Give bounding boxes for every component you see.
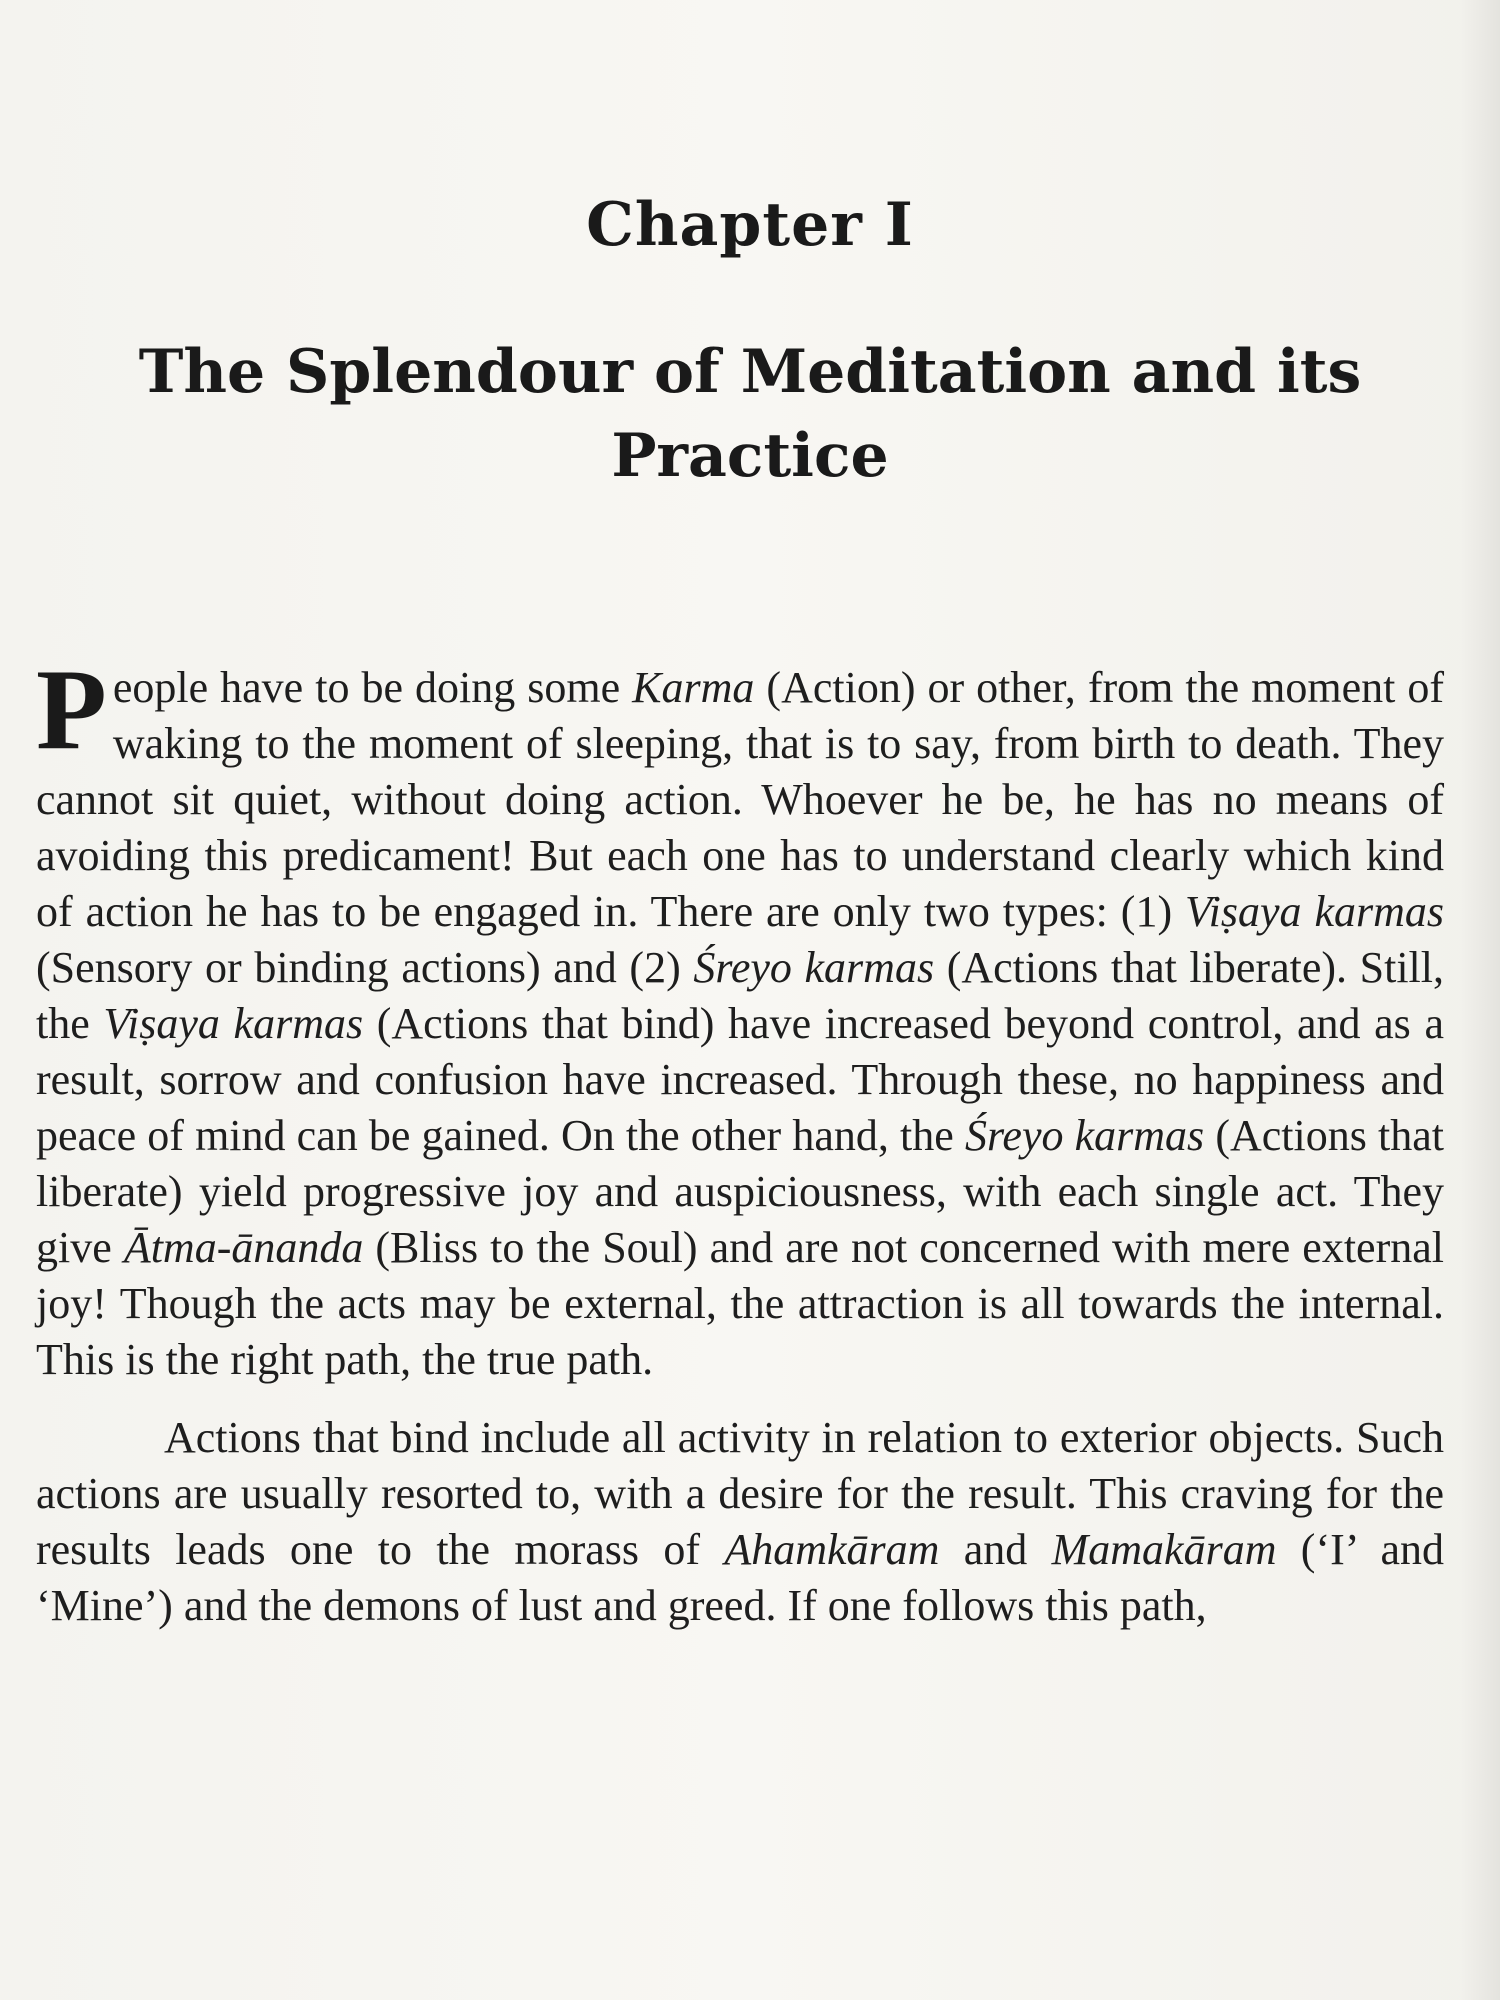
text-segment: Actions that bind include all activity in relation to exterior objects. Such actions are usually resorted to, with a desire for the result. This craving for the results leads one to the morass of: [36, 1413, 1444, 1574]
text-segment: (Actions that bind) have increased beyond control, and as a result, sorrow and confusion have increased. Through these, no happiness and peace of mind can be gained. On the other hand, the: [36, 999, 1444, 1160]
text-segment: (‘I’ and ‘Mine’) and the demons of lust and greed. If one follows this path,: [36, 1525, 1444, 1630]
paragraph-1: [36, 646, 1445, 1388]
text-segment: (Action) or other, from the moment of waking to the moment of sleeping, that is to say, from birth to death. They cannot sit quiet, without doing action. Whoever he be, he has no means of avoiding this predicament! But each one has to understand clearly which kind of action he has to be engaged in. There are only two types: (1): [36, 663, 1445, 936]
term-italic: Mamakāram: [1051, 1525, 1277, 1574]
body-text: [36, 646, 1445, 1634]
term-italic: Śreyo karmas: [693, 943, 935, 992]
chapter-title: The Splendour of Meditation and its Practice: [138, 337, 1362, 491]
text-segment: (Actions that liberate) yield progressive joy and auspiciousness, with each single act. They give: [36, 1111, 1444, 1272]
text-segment: (Bliss to the Soul) and are not concerned with mere external joy! Though the acts may be external, the attraction is all towards the internal. This is the right path, the true path.: [36, 1223, 1444, 1384]
page-edge-shadow: [1460, 0, 1500, 2000]
term-italic: Viṣaya karmas: [103, 999, 364, 1048]
text-segment: and: [939, 1525, 1052, 1574]
term-italic: Śreyo karmas: [964, 1111, 1205, 1160]
term-italic: Viṣaya karmas: [1185, 887, 1444, 936]
text-segment: (Sensory or binding actions) and (2): [36, 943, 694, 992]
text-segment: eople have to be doing some: [112, 663, 633, 712]
chapter-label: Chapter I: [586, 190, 914, 260]
text-segment: (Actions that liberate). Still, the: [36, 943, 1444, 1048]
drop-cap: P: [36, 646, 107, 774]
term-italic: Ahamkāram: [724, 1525, 940, 1574]
term-italic: Karma: [632, 663, 755, 712]
term-italic: Ātma-ānanda: [123, 1223, 364, 1272]
paragraph-2: [36, 1410, 1444, 1634]
